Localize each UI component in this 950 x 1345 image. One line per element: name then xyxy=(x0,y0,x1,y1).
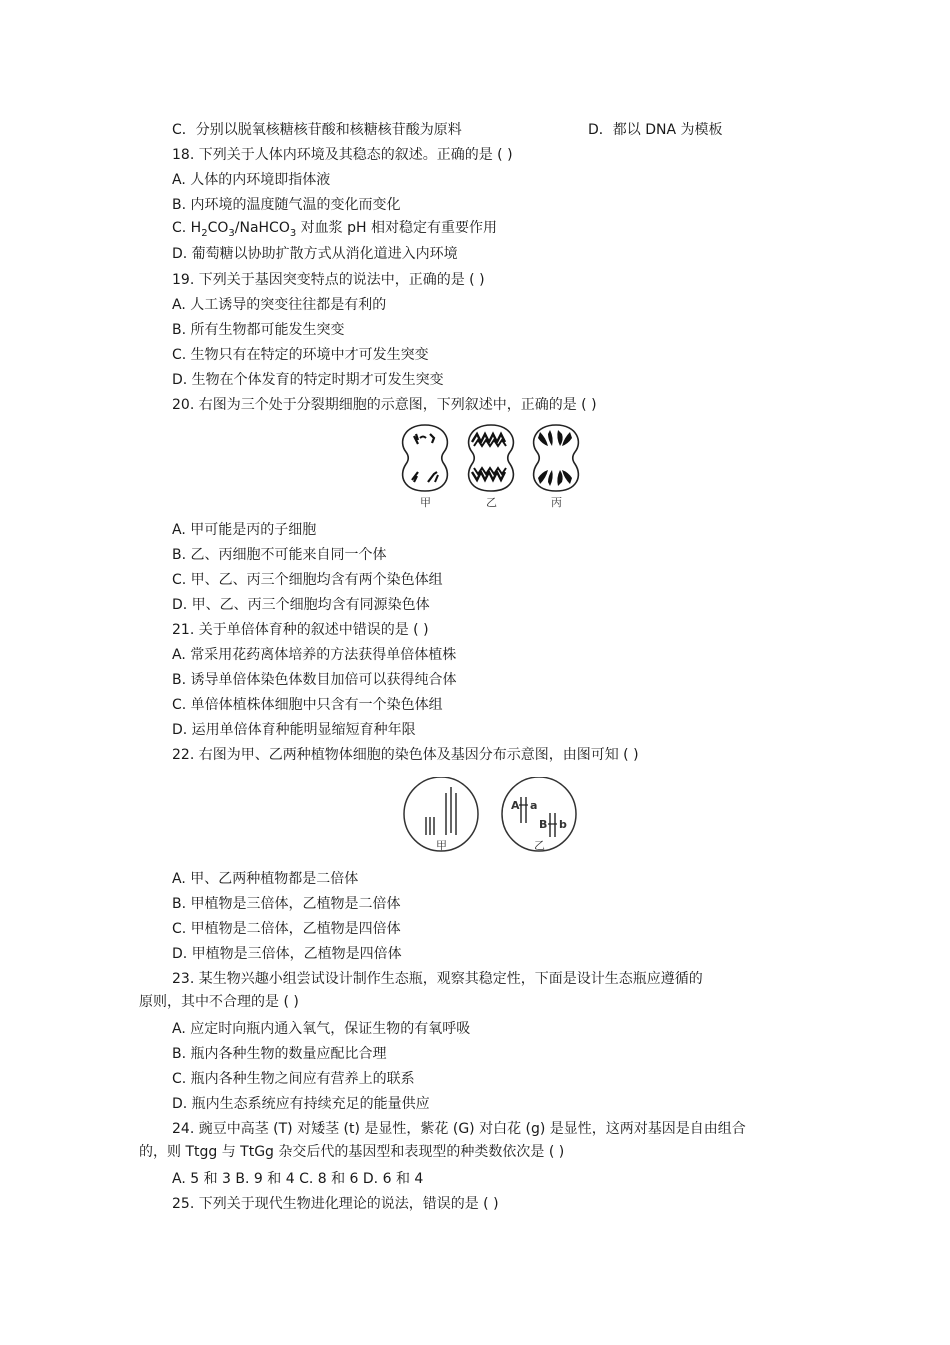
gene-b: b xyxy=(559,818,567,831)
q23-option-b: B. 瓶内各种生物的数量应配比合理 xyxy=(172,1046,387,1062)
q17-option-c: C．分别以脱氧核糖核苷酸和核糖核苷酸为原料 xyxy=(172,122,462,138)
gene-A: A xyxy=(511,799,520,812)
q18c-sub2: 3 xyxy=(228,227,235,239)
q18c-sub1: 2 xyxy=(201,227,208,239)
q18c-suffix: 对血浆 pH 相对稳定有重要作用 xyxy=(296,220,497,236)
label-jia: 甲 xyxy=(420,496,431,509)
q22-option-c: C. 甲植物是二倍体，乙植物是四倍体 xyxy=(172,921,401,937)
q19-option-b: B. 所有生物都可能发生突变 xyxy=(172,322,345,338)
q20-option-c: C. 甲、乙、丙三个细胞均含有两个染色体组 xyxy=(172,572,443,588)
label-jia-22: 甲 xyxy=(436,839,447,852)
q23-option-a: A. 应定时向瓶内通入氧气，保证生物的有氧呼吸 xyxy=(172,1021,471,1037)
gene-a: a xyxy=(530,799,538,812)
q21-stem: 21. 关于单倍体育种的叙述中错误的是 ( ) xyxy=(172,622,429,638)
q21-option-d: D. 运用单倍体育种能明显缩短育种年限 xyxy=(172,722,416,738)
gene-B: B xyxy=(539,818,548,831)
q24-stem: 24. 豌豆中高茎 (T) 对矮茎 (t) 是显性，紫花 (G) 对白花 (g) 是显性，这两对基因是自由组合 xyxy=(172,1121,746,1137)
q19-stem: 19. 下列关于基因突变特点的说法中，正确的是 ( ) xyxy=(172,272,485,288)
q20-option-d: D. 甲、乙、丙三个细胞均含有同源染色体 xyxy=(172,597,430,613)
q23-stem: 23. 某生物兴趣小组尝试设计制作生态瓶，观察其稳定性，下面是设计生态瓶应遵循的 xyxy=(172,971,703,987)
q22-stem: 22. 右图为甲、乙两种植物体细胞的染色体及基因分布示意图，由图可知 ( ) xyxy=(172,747,639,763)
label-bing: 丙 xyxy=(551,496,562,509)
q22-option-b: B. 甲植物是三倍体，乙植物是二倍体 xyxy=(172,896,401,912)
q19-option-d: D. 生物在个体发育的特定时期才可发生突变 xyxy=(172,372,444,388)
q18c-mid2: /NaHCO xyxy=(234,220,290,236)
q24-stem-continued: 的，则 Ttgg 与 TtGg 杂交后代的基因型和表现型的种类数依次是 ( ) xyxy=(139,1144,565,1160)
q18-option-b: B. 内环境的温度随气温的变化而变化 xyxy=(172,197,401,213)
q18-option-d: D. 葡萄糖以协助扩散方式从消化道进入内环境 xyxy=(172,246,458,262)
q21-option-a: A. 常采用花药离体培养的方法获得单倍体植株 xyxy=(172,647,457,663)
q18-option-a: A. 人体的内环境即指体液 xyxy=(172,172,331,188)
q25-stem: 25. 下列关于现代生物进化理论的说法，错误的是 ( ) xyxy=(172,1196,499,1212)
q22-option-a: A. 甲、乙两种植物都是二倍体 xyxy=(172,871,359,887)
cell-yi-chromosomes xyxy=(502,777,576,852)
q22-figure xyxy=(400,777,580,853)
cell-jia-chromosomes xyxy=(404,777,478,852)
q20-option-a: A. 甲可能是丙的子细胞 xyxy=(172,522,317,538)
q19-option-c: C. 生物只有在特定的环境中才可发生突变 xyxy=(172,347,429,363)
q18-stem: 18. 下列关于人体内环境及其稳态的叙述。正确的是 ( ) xyxy=(172,147,513,163)
cell-jia xyxy=(403,425,448,491)
q22-option-d: D. 甲植物是三倍体，乙植物是四倍体 xyxy=(172,946,402,962)
q17-option-d: D．都以 DNA 为模板 xyxy=(588,122,723,138)
q23-option-d: D. 瓶内生态系统应有持续充足的能量供应 xyxy=(172,1096,430,1112)
q19-option-a: A. 人工诱导的突变往往都是有利的 xyxy=(172,297,387,313)
q18c-mid: CO xyxy=(207,220,229,236)
q18c-prefix: C. H xyxy=(172,220,202,236)
q21-option-c: C. 单倍体植株体细胞中只含有一个染色体组 xyxy=(172,697,443,713)
q21-option-b: B. 诱导单倍体染色体数目加倍可以获得纯合体 xyxy=(172,672,457,688)
q20-figure xyxy=(392,420,592,512)
q18c-sub3: 3 xyxy=(289,227,297,239)
label-yi: 乙 xyxy=(486,496,497,509)
q20-stem: 20. 右图为三个处于分裂期细胞的示意图，下列叙述中，正确的是 ( ) xyxy=(172,397,597,413)
q24-options: A. 5 和 3 B. 9 和 4 C. 8 和 6 D. 6 和 4 xyxy=(172,1171,424,1187)
cell-bing xyxy=(534,425,579,491)
q23-stem-continued: 原则，其中不合理的是 ( ) xyxy=(139,994,299,1010)
q20-option-b: B. 乙、丙细胞不可能来自同一个体 xyxy=(172,547,387,563)
cell-yi xyxy=(469,425,514,491)
q18-option-c xyxy=(172,219,497,243)
q23-option-c: C. 瓶内各种生物之间应有营养上的联系 xyxy=(172,1071,415,1087)
label-yi-22: 乙 xyxy=(534,839,545,852)
